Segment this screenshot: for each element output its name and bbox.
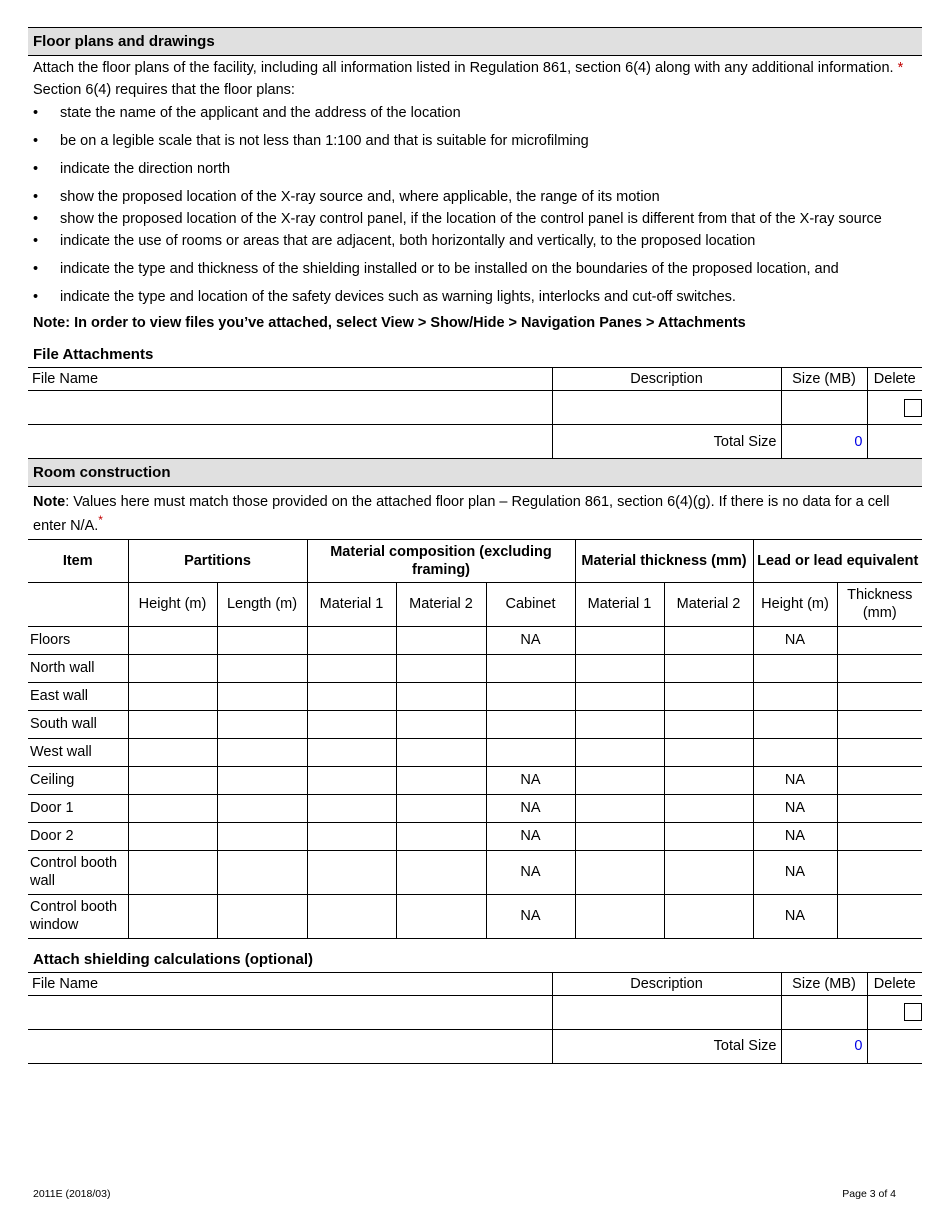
input-cell[interactable] xyxy=(664,710,753,738)
table-row xyxy=(28,626,922,654)
input-cell[interactable] xyxy=(753,710,837,738)
file-attachments-table xyxy=(28,367,922,459)
input-cell[interactable] xyxy=(307,822,396,850)
input-cell[interactable] xyxy=(396,766,486,794)
na-cell: NA xyxy=(753,766,837,794)
input-cell[interactable] xyxy=(664,682,753,710)
list-item: • show the proposed location of the X-ray control panel, if the location of the control panel is different from that of the X-ray source xyxy=(33,211,882,227)
input-cell[interactable] xyxy=(128,822,217,850)
floor-plans-intro-text: Attach the floor plans of the facility, including all information listed in Regulation 861, section 6(4) along with any additional information. xyxy=(33,60,894,76)
input-cell[interactable] xyxy=(396,822,486,850)
section-header-room-construction: Room construction xyxy=(28,459,922,487)
row-label: Control booth wall xyxy=(28,850,128,894)
input-cell[interactable] xyxy=(128,850,217,894)
file-name-cell[interactable] xyxy=(28,391,552,425)
input-cell[interactable] xyxy=(837,738,922,766)
table-row xyxy=(28,654,922,682)
input-cell[interactable] xyxy=(575,626,664,654)
list-item: • indicate the direction north xyxy=(33,161,231,177)
na-cell: NA xyxy=(753,894,837,938)
subheader-material-1: Material 1 xyxy=(307,582,396,626)
delete-checkbox[interactable] xyxy=(904,399,922,417)
list-item: • state the name of the applicant and the address of the location xyxy=(33,105,461,121)
attachments-note: Note: In order to view files you’ve attached, select View > Show/Hide > Navigation Panes > Attachments xyxy=(33,315,746,331)
input-cell[interactable] xyxy=(664,626,753,654)
row-label: Door 2 xyxy=(28,822,128,850)
input-cell[interactable] xyxy=(128,894,217,938)
input-cell[interactable] xyxy=(664,738,753,766)
input-cell[interactable] xyxy=(128,794,217,822)
row-label: Control booth window xyxy=(28,894,128,938)
row-label: Floors xyxy=(28,626,128,654)
row-label: West wall xyxy=(28,738,128,766)
section-header-floor-plans: Floor plans and drawings xyxy=(28,27,922,56)
total-size-label: Total Size xyxy=(552,425,781,459)
table-row xyxy=(28,822,922,850)
row-label: Ceiling xyxy=(28,766,128,794)
input-cell[interactable] xyxy=(307,682,396,710)
subheader-cabinet: Cabinet xyxy=(486,582,575,626)
subheader-height: Height (m) xyxy=(128,582,217,626)
delete-cell xyxy=(867,391,922,425)
shielding-attachments-table xyxy=(28,972,922,1064)
note-label: Note xyxy=(33,494,66,510)
subheader-thickness-material-1: Material 1 xyxy=(575,582,664,626)
input-cell[interactable] xyxy=(217,738,307,766)
input-cell[interactable] xyxy=(128,738,217,766)
size-cell xyxy=(781,995,867,1029)
input-cell[interactable] xyxy=(396,654,486,682)
input-cell[interactable] xyxy=(664,822,753,850)
input-cell[interactable] xyxy=(396,626,486,654)
table-row xyxy=(28,894,922,938)
input-cell[interactable] xyxy=(753,738,837,766)
na-cell: NA xyxy=(486,822,575,850)
shielding-calculations-title: Attach shielding calculations (optional) xyxy=(33,950,314,968)
input-cell[interactable] xyxy=(575,894,664,938)
subheader-lead-thickness: Thickness (mm) xyxy=(837,582,922,626)
input-cell[interactable] xyxy=(128,766,217,794)
input-cell[interactable] xyxy=(837,710,922,738)
input-cell[interactable] xyxy=(575,766,664,794)
na-cell: NA xyxy=(486,850,575,894)
input-cell[interactable] xyxy=(128,654,217,682)
input-cell[interactable] xyxy=(486,654,575,682)
input-cell[interactable] xyxy=(217,850,307,894)
col-header-file-name: File Name xyxy=(28,368,552,391)
list-item: • indicate the type and thickness of the shielding installed or to be installed on the boundaries of the proposed location, and xyxy=(33,261,839,277)
header-lead-equivalent: Lead or lead equivalent xyxy=(753,539,922,582)
na-cell: NA xyxy=(753,822,837,850)
subheader-lead-height: Height (m) xyxy=(753,582,837,626)
room-construction-rows xyxy=(28,626,922,938)
input-cell[interactable] xyxy=(753,654,837,682)
table-row xyxy=(28,682,922,710)
room-construction-note xyxy=(28,493,922,535)
col-header-description: Description xyxy=(552,368,781,391)
input-cell[interactable] xyxy=(486,682,575,710)
input-cell[interactable] xyxy=(575,850,664,894)
input-cell[interactable] xyxy=(217,682,307,710)
table-row xyxy=(28,738,922,766)
file-name-cell[interactable] xyxy=(28,995,552,1029)
input-cell[interactable] xyxy=(128,710,217,738)
na-cell: NA xyxy=(753,850,837,894)
input-cell[interactable] xyxy=(837,822,922,850)
requirements-list xyxy=(28,104,922,306)
note-text: : Values here must match those provided on the attached floor plan – Regulation 861, section 6(4)(g). If there is no data for a cell enter N/A. xyxy=(33,494,890,534)
input-cell[interactable] xyxy=(753,682,837,710)
col-header-file-name: File Name xyxy=(28,972,552,995)
input-cell[interactable] xyxy=(396,682,486,710)
header-partitions: Partitions xyxy=(128,539,307,582)
na-cell: NA xyxy=(753,794,837,822)
row-label: East wall xyxy=(28,682,128,710)
header-material-composition: Material composition (excluding framing) xyxy=(307,539,575,582)
input-cell[interactable] xyxy=(217,822,307,850)
input-cell[interactable] xyxy=(837,766,922,794)
subheader-material-2: Material 2 xyxy=(396,582,486,626)
input-cell[interactable] xyxy=(664,794,753,822)
subheader-length: Length (m) xyxy=(217,582,307,626)
row-label: South wall xyxy=(28,710,128,738)
input-cell[interactable] xyxy=(837,894,922,938)
input-cell[interactable] xyxy=(307,710,396,738)
input-cell[interactable] xyxy=(217,894,307,938)
input-cell[interactable] xyxy=(664,850,753,894)
list-item: • be on a legible scale that is not less than 1:100 and that is suitable for microfilming xyxy=(33,133,589,149)
input-cell[interactable] xyxy=(217,766,307,794)
input-cell[interactable] xyxy=(217,654,307,682)
input-cell[interactable] xyxy=(217,626,307,654)
total-size-value: 0 xyxy=(781,425,867,459)
input-cell[interactable] xyxy=(837,850,922,894)
delete-checkbox[interactable] xyxy=(904,1003,922,1021)
na-cell: NA xyxy=(753,626,837,654)
na-cell: NA xyxy=(486,766,575,794)
input-cell[interactable] xyxy=(837,682,922,710)
delete-cell xyxy=(867,995,922,1029)
total-row-end xyxy=(867,425,922,459)
form-page xyxy=(28,27,922,1064)
input-cell[interactable] xyxy=(307,738,396,766)
input-cell[interactable] xyxy=(837,626,922,654)
input-cell[interactable] xyxy=(664,654,753,682)
col-header-description: Description xyxy=(552,972,781,995)
input-cell[interactable] xyxy=(575,822,664,850)
description-cell[interactable] xyxy=(552,391,781,425)
table-row xyxy=(28,710,922,738)
input-cell[interactable] xyxy=(307,850,396,894)
subheader-empty xyxy=(28,582,128,626)
page-number: Page 3 of 4 xyxy=(842,1188,896,1200)
na-cell: NA xyxy=(486,626,575,654)
input-cell[interactable] xyxy=(396,894,486,938)
input-cell[interactable] xyxy=(486,710,575,738)
floor-plans-intro xyxy=(28,58,922,78)
row-label: Door 1 xyxy=(28,794,128,822)
table-row xyxy=(28,850,922,894)
input-cell[interactable] xyxy=(217,794,307,822)
input-cell[interactable] xyxy=(486,738,575,766)
input-cell[interactable] xyxy=(575,682,664,710)
input-cell[interactable] xyxy=(396,738,486,766)
section-requirement-intro: Section 6(4) requires that the floor plans: xyxy=(33,82,295,98)
file-attachments-title: File Attachments xyxy=(33,346,154,363)
total-row-spacer xyxy=(28,425,552,459)
input-cell[interactable] xyxy=(128,626,217,654)
list-item: • indicate the type and location of the safety devices such as warning lights, interlocks and cut-off switches. xyxy=(33,289,736,305)
col-header-size: Size (MB) xyxy=(781,972,867,995)
list-item: • indicate the use of rooms or areas that are adjacent, both horizontally and vertically, to the proposed location xyxy=(33,233,756,249)
input-cell[interactable] xyxy=(396,710,486,738)
row-label: North wall xyxy=(28,654,128,682)
required-mark: * xyxy=(897,60,904,76)
input-cell[interactable] xyxy=(217,710,307,738)
list-item: • show the proposed location of the X-ray source and, where applicable, the range of its motion xyxy=(33,189,660,205)
input-cell[interactable] xyxy=(307,626,396,654)
size-cell xyxy=(781,391,867,425)
table-row xyxy=(28,766,922,794)
required-mark: * xyxy=(98,513,103,527)
input-cell[interactable] xyxy=(575,794,664,822)
form-id: 2011E (2018/03) xyxy=(33,1188,111,1200)
col-header-delete: Delete xyxy=(867,368,922,391)
header-item: Item xyxy=(28,539,128,582)
table-row xyxy=(28,794,922,822)
total-row-spacer xyxy=(28,1029,552,1063)
input-cell[interactable] xyxy=(307,894,396,938)
input-cell[interactable] xyxy=(307,654,396,682)
input-cell[interactable] xyxy=(664,766,753,794)
input-cell[interactable] xyxy=(128,682,217,710)
na-cell: NA xyxy=(486,894,575,938)
input-cell[interactable] xyxy=(307,766,396,794)
col-header-size: Size (MB) xyxy=(781,368,867,391)
header-material-thickness: Material thickness (mm) xyxy=(575,539,753,582)
input-cell[interactable] xyxy=(575,710,664,738)
input-cell[interactable] xyxy=(575,654,664,682)
input-cell[interactable] xyxy=(307,794,396,822)
total-size-value: 0 xyxy=(781,1029,867,1063)
input-cell[interactable] xyxy=(837,654,922,682)
input-cell[interactable] xyxy=(575,738,664,766)
input-cell[interactable] xyxy=(664,894,753,938)
na-cell: NA xyxy=(486,794,575,822)
col-header-delete: Delete xyxy=(867,972,922,995)
input-cell[interactable] xyxy=(396,850,486,894)
input-cell[interactable] xyxy=(396,794,486,822)
total-size-label: Total Size xyxy=(552,1029,781,1063)
input-cell[interactable] xyxy=(837,794,922,822)
subheader-thickness-material-2: Material 2 xyxy=(664,582,753,626)
total-row-end xyxy=(867,1029,922,1063)
description-cell[interactable] xyxy=(552,995,781,1029)
room-construction-table xyxy=(28,539,922,939)
